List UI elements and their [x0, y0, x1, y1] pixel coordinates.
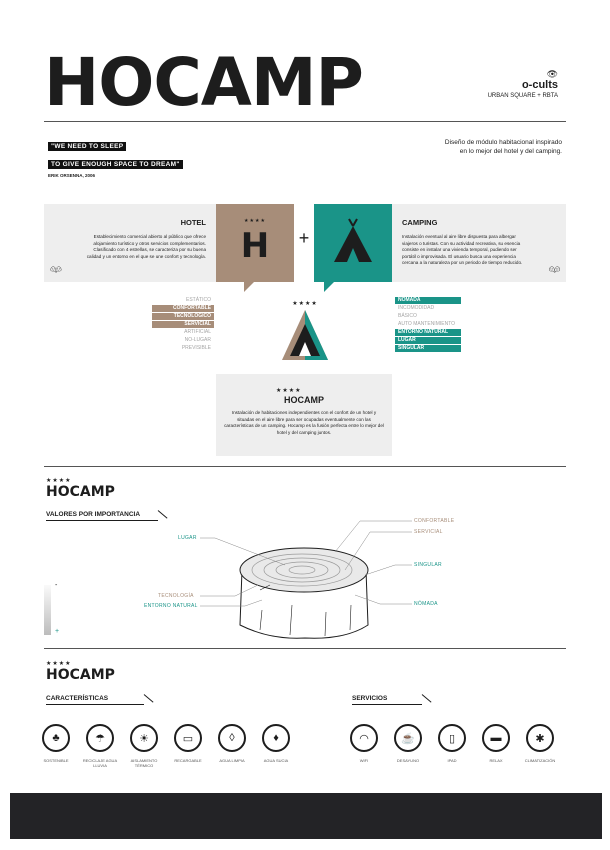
- quote-line-2: TO GIVE ENOUGH SPACE TO DREAM": [48, 160, 183, 169]
- feature-item: [254, 724, 298, 768]
- feature-item: [430, 724, 474, 763]
- underline: [46, 704, 144, 705]
- section3-title: HOCAMP: [46, 667, 115, 683]
- snowflake-icon: ✱: [526, 724, 554, 752]
- feature-item: [386, 724, 430, 763]
- footer-bar: [10, 793, 602, 839]
- divider: [44, 648, 566, 649]
- feature-item: [34, 724, 78, 768]
- wifi-icon: ◠: [350, 724, 378, 752]
- feature-item: [166, 724, 210, 768]
- scale-plus: +: [55, 628, 60, 635]
- caracteristicas-title: CARACTERÍSTICAS: [46, 695, 109, 702]
- sofa-icon: ▬: [482, 724, 510, 752]
- camping-tag: AUTO MANTENIMIENTO: [398, 321, 456, 327]
- hotel-title: HOTEL: [180, 218, 206, 227]
- hotel-tag: CONFORTABLE: [152, 305, 214, 312]
- feature-label: AISLAMIENTO TÉRMICO: [130, 758, 158, 768]
- breakfast-icon: ☕: [394, 724, 422, 752]
- feature-item: [78, 724, 122, 768]
- label-servicial: SERVICIAL: [414, 529, 443, 535]
- hotel-h-icon: H: [240, 226, 270, 266]
- feature-label: WIFI: [359, 758, 369, 763]
- section3-stars: ★★★★: [46, 661, 72, 667]
- brand-eye-icon: 👁︎: [546, 69, 558, 79]
- feature-label: CLIMATIZACIÓN: [524, 758, 556, 763]
- label-lugar: LUGAR: [178, 535, 197, 541]
- feature-item: [210, 724, 254, 768]
- caracteristicas-list: [34, 724, 298, 768]
- quote-line-1: "WE NEED TO SLEEP: [48, 142, 126, 151]
- people-icon: 👫︎: [50, 264, 62, 274]
- battery-icon: ▭: [174, 724, 202, 752]
- feature-label: AGUA LIMPIA: [219, 758, 245, 763]
- underline: [352, 704, 422, 705]
- feature-item: [342, 724, 386, 763]
- camping-text: Instalación eventual al aire libre dispuesta para albergar viajeros o turistas. Con su actividad recreativa, su esencia consiste en instalar una vivienda temporal, pudiendo ser portátil o improvisada. El usuario busca una experiencia cercana a la naturaleza por un periodo de tiempo reducido.: [402, 234, 523, 266]
- hocamp-title: HOCAMP: [284, 395, 324, 405]
- drop-icon: ◊: [218, 724, 246, 752]
- hotel-tag: PREVISIBLE: [181, 345, 211, 351]
- people-icon: 👫︎: [548, 264, 560, 274]
- hotel-stars: ★★★★: [244, 218, 266, 224]
- brand-name: o-cults: [521, 79, 558, 91]
- camping-title: CAMPING: [402, 218, 438, 227]
- feature-item: [518, 724, 562, 763]
- quote-author: ERIK ORSENNA, 2006: [48, 173, 96, 178]
- label-nomada: NÓMADA: [414, 601, 438, 607]
- ipad-icon: ▯: [438, 724, 466, 752]
- importance-scale: [44, 585, 51, 635]
- label-entorno: ENTORNO NATURAL: [144, 603, 198, 609]
- feature-label: DESAYUNO: [396, 758, 420, 763]
- camping-tag: ENTORNO NATURAL: [395, 329, 461, 336]
- feature-item: [474, 724, 518, 763]
- camping-tag: SINGULAR: [395, 345, 461, 352]
- brand-subtitle: URBAN SQUARE + RBTA: [487, 93, 558, 99]
- camping-tag: BÁSICO: [398, 313, 417, 319]
- scale-minus: -: [55, 582, 58, 589]
- hotel-text: Establecimiento comercial abierto al público que ofrece alojamiento turístico y otros servicios complementarios. Clasificado con 4 estrellas, se caracteriza por su buena calidad y un entorno en el que se une confort y tecnología.: [86, 234, 206, 259]
- hotel-tag: SERVICIAL: [152, 321, 214, 328]
- feature-label: SOSTENIBLE: [43, 758, 69, 763]
- center-stars: ★★★★: [292, 301, 318, 307]
- feature-label: RECICLAJE AGUA LLUVIA: [82, 758, 118, 768]
- hotel-tag: NO-LUGAR: [184, 337, 211, 343]
- drop-dirty-icon: ♦: [262, 724, 290, 752]
- section2-title: HOCAMP: [46, 484, 115, 500]
- plus-sign: +: [298, 228, 310, 248]
- sun-icon: ☀: [130, 724, 158, 752]
- hotel-tag: ESTÁTICO: [185, 297, 211, 303]
- rain-icon: ☂: [86, 724, 114, 752]
- hocamp-stars: ★★★★: [276, 388, 302, 394]
- hotel-tag: ARTIFICIAL: [184, 329, 211, 335]
- label-confortable: CONFORTABLE: [414, 518, 455, 524]
- hotel-tag: TECNOLÓGICO: [152, 313, 214, 320]
- page-title: HOCAMP: [44, 44, 363, 121]
- feature-label: RELAX: [489, 758, 503, 763]
- camping-tag: NÓMADA: [395, 297, 461, 304]
- servicios-title: SERVICIOS: [352, 695, 388, 702]
- description: Diseño de módulo habitacional inspirado en lo mejor del hotel y del camping.: [444, 139, 562, 155]
- servicios-list: [342, 724, 562, 763]
- feature-item: [122, 724, 166, 768]
- label-singular: SINGULAR: [414, 562, 442, 568]
- feature-label: AGUA SUCIA: [263, 758, 289, 763]
- feature-label: IPAD: [447, 758, 457, 763]
- tree-icon: ♣: [42, 724, 70, 752]
- label-tecnologia: TECNOLOGÍA: [158, 593, 194, 599]
- hocamp-text: Instalación de habitaciones independientes con el confort de un hotel y situadas en el aire libre para ser ocupadas eventualmente con las características de un camping. Hocamp es la fusión perfecta entre lo mejor del hotel y del camping juntos.: [224, 410, 384, 435]
- feature-label: RECARGABLE: [174, 758, 202, 763]
- camping-tag: INCOMODIDAD: [398, 305, 435, 311]
- section2-subtitle: VALORES POR IMPORTANCIA: [46, 511, 141, 518]
- camping-tag: LUGAR: [395, 337, 461, 344]
- section2-stars: ★★★★: [46, 478, 72, 484]
